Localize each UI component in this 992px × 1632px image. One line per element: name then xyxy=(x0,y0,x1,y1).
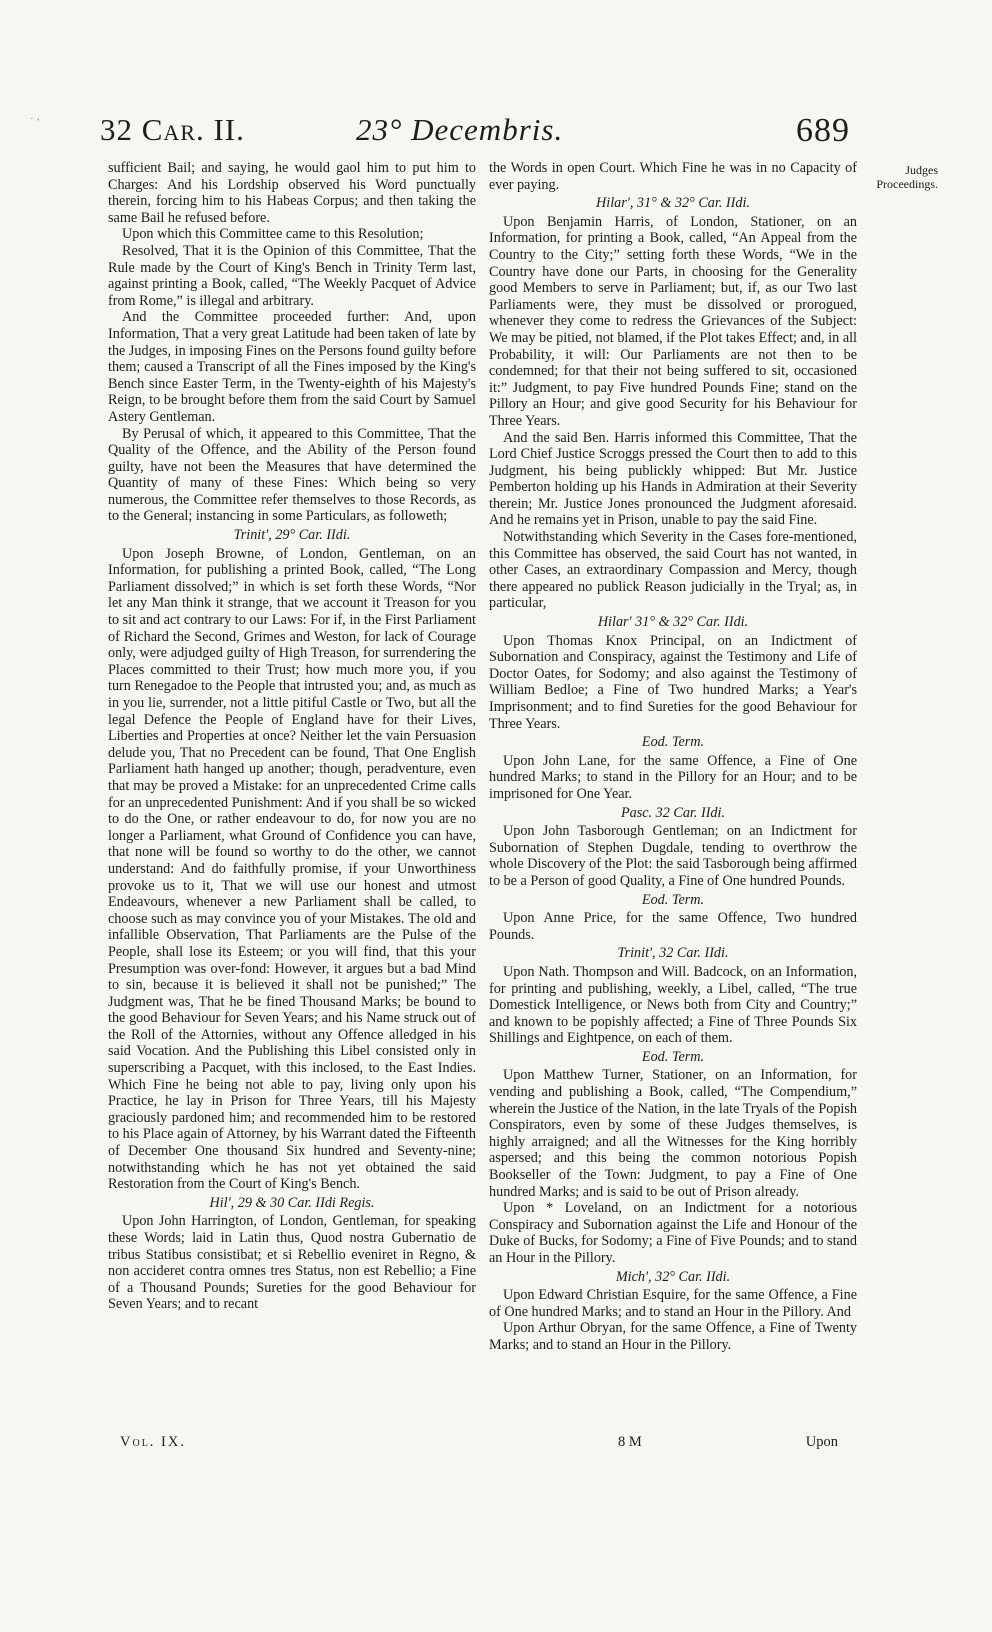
paragraph: Upon Anne Price, for the same Offence, Two hundred Pounds. xyxy=(489,910,857,943)
left-column xyxy=(108,160,476,1313)
paragraph: sufficient Bail; and saying, he would gaol him to put him to Charges: And his Lordship observed his Word punctually therein, forcing him to his Habeas Corpus; and then taking the same Bail he refused before. xyxy=(108,160,476,226)
paragraph: Resolved, That it is the Opinion of this Committee, That the Rule made by the Court of King's Bench in Trinity Term last, against printing a Book, called, “The Weekly Pacquet of Advice from Rome,” is illegal and arbitrary. xyxy=(108,242,476,309)
paragraph: Upon Edward Christian Esquire, for the same Offence, a Fine of One hundred Marks; and to stand an Hour in the Pillory. And xyxy=(489,1287,857,1320)
page-number: 689 xyxy=(796,112,850,149)
term-heading: Hilar', 31° & 32° Car. IIdi. xyxy=(596,195,750,212)
paragraph: the Words in open Court. Which Fine he was in no Capacity of ever paying. xyxy=(489,160,857,193)
footer xyxy=(108,1434,838,1454)
term-heading: Eod. Term. xyxy=(641,1048,705,1065)
paragraph: Upon which this Committee came to this Resolution; xyxy=(122,226,424,243)
header-center: 23° Decembris. xyxy=(356,112,564,147)
running-header xyxy=(100,112,850,156)
term-heading: Trinit', 29° Car. IIdi. xyxy=(233,527,351,544)
term-heading: Mich', 32° Car. IIdi. xyxy=(615,1268,731,1285)
term-heading: Eod. Term. xyxy=(641,891,705,908)
paragraph: Upon Nath. Thompson and Will. Badcock, on an Information, for printing and publishing, weekly, a Libel, called, “The true Domestick Intelligence, or News both from City and Country;” and known to be popishly affected; a Fine of Three Pounds Six Shillings and Eightpence, on each of them. xyxy=(489,963,857,1047)
margin-note: Judges Proceedings. xyxy=(876,163,938,191)
paragraph: Upon Benjamin Harris, of London, Stationer, on an Information, for printing a Book, called, “An Appeal from the Country to the City;” setting forth these Words, “We in the Country have done our Parts, in choosing for the Generality good Members to serve in Parliament; but, if, as our Two last Parliaments were, they must be dissolved or prorogued, whenever they come to redress the Grievances of the Subject: We may be pitied, not blamed, if the Plot takes Effect; and, in all Probability, it will: Our Parliaments are not then to be condemned; for that their not being suffered to sit, occasioned it:” Judgment, to pay Five hundred Pounds Fine; stand on the Pillory an Hour; and give good Security for his Behaviour for Three Years. xyxy=(489,213,857,429)
signature-mark: 8 M xyxy=(618,1434,642,1450)
paragraph: Upon Matthew Turner, Stationer, on an Information, for vending and publishing a Book, called, “The Compendium,” wherein the Justice of the Nation, in the late Tryals of the Popish Conspirators, even by some of these Judges themselves, is highly arraigned; and all the Witnesses for the King horribly aspersed; and this being the common notorious Popish Bookseller of the Town: Judgment, to pay a Fine of One hundred Marks; and is said to be out of Prison already. xyxy=(489,1067,857,1200)
paragraph: Upon * Loveland, on an Indictment for a notorious Conspiracy and Subornation against the Life and Honour of the Duke of Bucks, for Sodomy; a Fine of Five Pounds; and to stand an Hour in the Pillory. xyxy=(489,1200,857,1266)
volume-label: Vol. IX. xyxy=(120,1434,186,1450)
term-heading: Pasc. 32 Car. IIdi. xyxy=(620,804,726,821)
paragraph: Upon Joseph Browne, of London, Gentleman, on an Information, for publishing a printed Book, called, “The Long Parliament dissolved;” in which is set forth these Words, “Nor let any Man think it strange, that we account it Treason for you to sit and act contrary to our Laws: For if, in the First Parliament of Richard the Second, Grimes and Weston, for lack of Courage only, were adjudged guilty of High Treason, for surrendering the Places committed to their Trust; how much more you, if you turn Renegadoe to the People that intrusted you; and, as much as in you lie, surrender, not a little pitiful Castle or Two, but all the legal Defence the People of England have for their Lives, Liberties and Properties at once? Neither let the vain Persuasion delude you, That no Precedent can be found, That One English Parliament hath hanged up another; though, peradventure, even that may be proved a Mistake: for an unprecedented Crime calls for an unprecedented Punishment: And if you shall be so wicked to do the One, or rather endeavour to do, for now you are no longer a Parliament, what Ground of Confidence you can have, that none will be found so worthy to do the other, we cannot understand: And do faithfully promise, if your Unworthiness provoke us to it, That we will use our honest and utmost Endeavours, whenever a new Parliament shall be called, to choose such as may convince you of your Mistakes. The old and infallible Observation, That Parliaments are the Pulse of the People, shall lose its Esteem; or you will find, that this your Presumption was over-fond: However, it argues but a bad Mind to sin, because it is believed it shall not be punished;” The Judgment was, That he be fined Thousand Marks; be bound to the good Behaviour for Seven Years; and his Name struck out of the Roll of the Attornies, without any Offence alledged in his said Vocation. And the Publishing this Libel consisted only in superscribing a Pacquet, with this inclosed, to the East Indies. Which Fine he being not able to pay, living only upon his Practice, he lay in Prison for Three Years, till his Majesty graciously pardoned him; and recommended him to be restored to his Place again of Attorney, by his Warrant dated the Fifteenth of December One thousand Six hundred and Seventy-nine; notwithstanding which he has not yet obtained the said Restoration from the Court of King's Bench. xyxy=(108,545,476,1193)
term-heading: Trinit', 32 Car. IIdi. xyxy=(617,945,729,962)
paragraph: By Perusal of which, it appeared to this Committee, That the Quality of the Offence, and the Ability of the Person found guilty, have not been the Measures that have determined the Quantity of many of these Fines: Which being so very numerous, the Committee refer themselves to those Records, as to the General; instancing in some Particulars, as followeth; xyxy=(108,425,476,525)
paragraph: Upon John Harrington, of London, Gentleman, for speaking these Words; laid in Latin thus, Quod nostra Gubernatio de tribus Statibus consistibat; et si Rebellio eveniret in Regno, & non accideret contra omnes tres Status, non est Rebellio; a Fine of a Thousand Pounds; Sureties for the good Behaviour for Seven Years; and to recant xyxy=(108,1213,476,1313)
paragraph: And the said Ben. Harris informed this Committee, That the Lord Chief Justice Scroggs pressed the Court then to add to this Judgment, his being publickly whipped: But Mr. Justice Pemberton holding up his Hands in Admiration at their Severity therein; Mr. Justice Jones pronounced the Judgment aforesaid. And he remains yet in Prison, unable to pay the said Fine. xyxy=(489,429,857,529)
paragraph: Upon John Lane, for the same Offence, a Fine of One hundred Marks; to stand in the Pillory for an Hour; and to be imprisoned for One Year. xyxy=(489,752,857,802)
header-left: 32 Car. II. xyxy=(100,112,245,147)
right-column xyxy=(489,160,857,1354)
paragraph: Upon Thomas Knox Principal, on an Indictment of Subornation and Conspiracy, against the Testimony and Life of Doctor Oates, for Sodomy; and also against the Testimony of William Bedloe; a Fine of Two hundred Marks; a Year's Imprisonment; and to find Sureties for the good Behaviour for Three Years. xyxy=(489,632,857,732)
margin-mark: ˙ ‘ xyxy=(30,116,41,128)
paragraph: And the Committee proceeded further: And, upon Information, That a very great Latitude had been taken of late by the Judges, in imposing Fines on the Persons found guilty before them; caused a Transcript of all the Fines imposed by the King's Bench since Easter Term, in the Twenty-eighth of his Majesty's Reign, to be brought before them from the said Court by Samuel Astery Gentleman. xyxy=(108,309,476,425)
term-heading: Hil', 29 & 30 Car. IIdi Regis. xyxy=(209,1194,375,1211)
paragraph: Upon John Tasborough Gentleman; on an Indictment for Subornation of Stephen Dugdale, tending to overthrow the whole Discovery of the Plot: the said Tasborough being affirmed to be a Person of good Quality, a Fine of One hundred Pounds. xyxy=(489,823,857,889)
paragraph: Notwithstanding which Severity in the Cases fore-mentioned, this Committee has observed, the said Court has not wanted, in other Cases, an extraordinary Compassion and Mercy, though there appeared no publick Reason judicially in the Tryal; as, in particular, xyxy=(489,529,857,612)
paragraph: Upon Arthur Obryan, for the same Offence, a Fine of Twenty Marks; and to stand an Hour in the Pillory. xyxy=(489,1320,857,1353)
catchword: Upon xyxy=(805,1434,838,1450)
term-heading: Hilar' 31° & 32° Car. IIdi. xyxy=(597,614,749,631)
term-heading: Eod. Term. xyxy=(641,734,705,751)
